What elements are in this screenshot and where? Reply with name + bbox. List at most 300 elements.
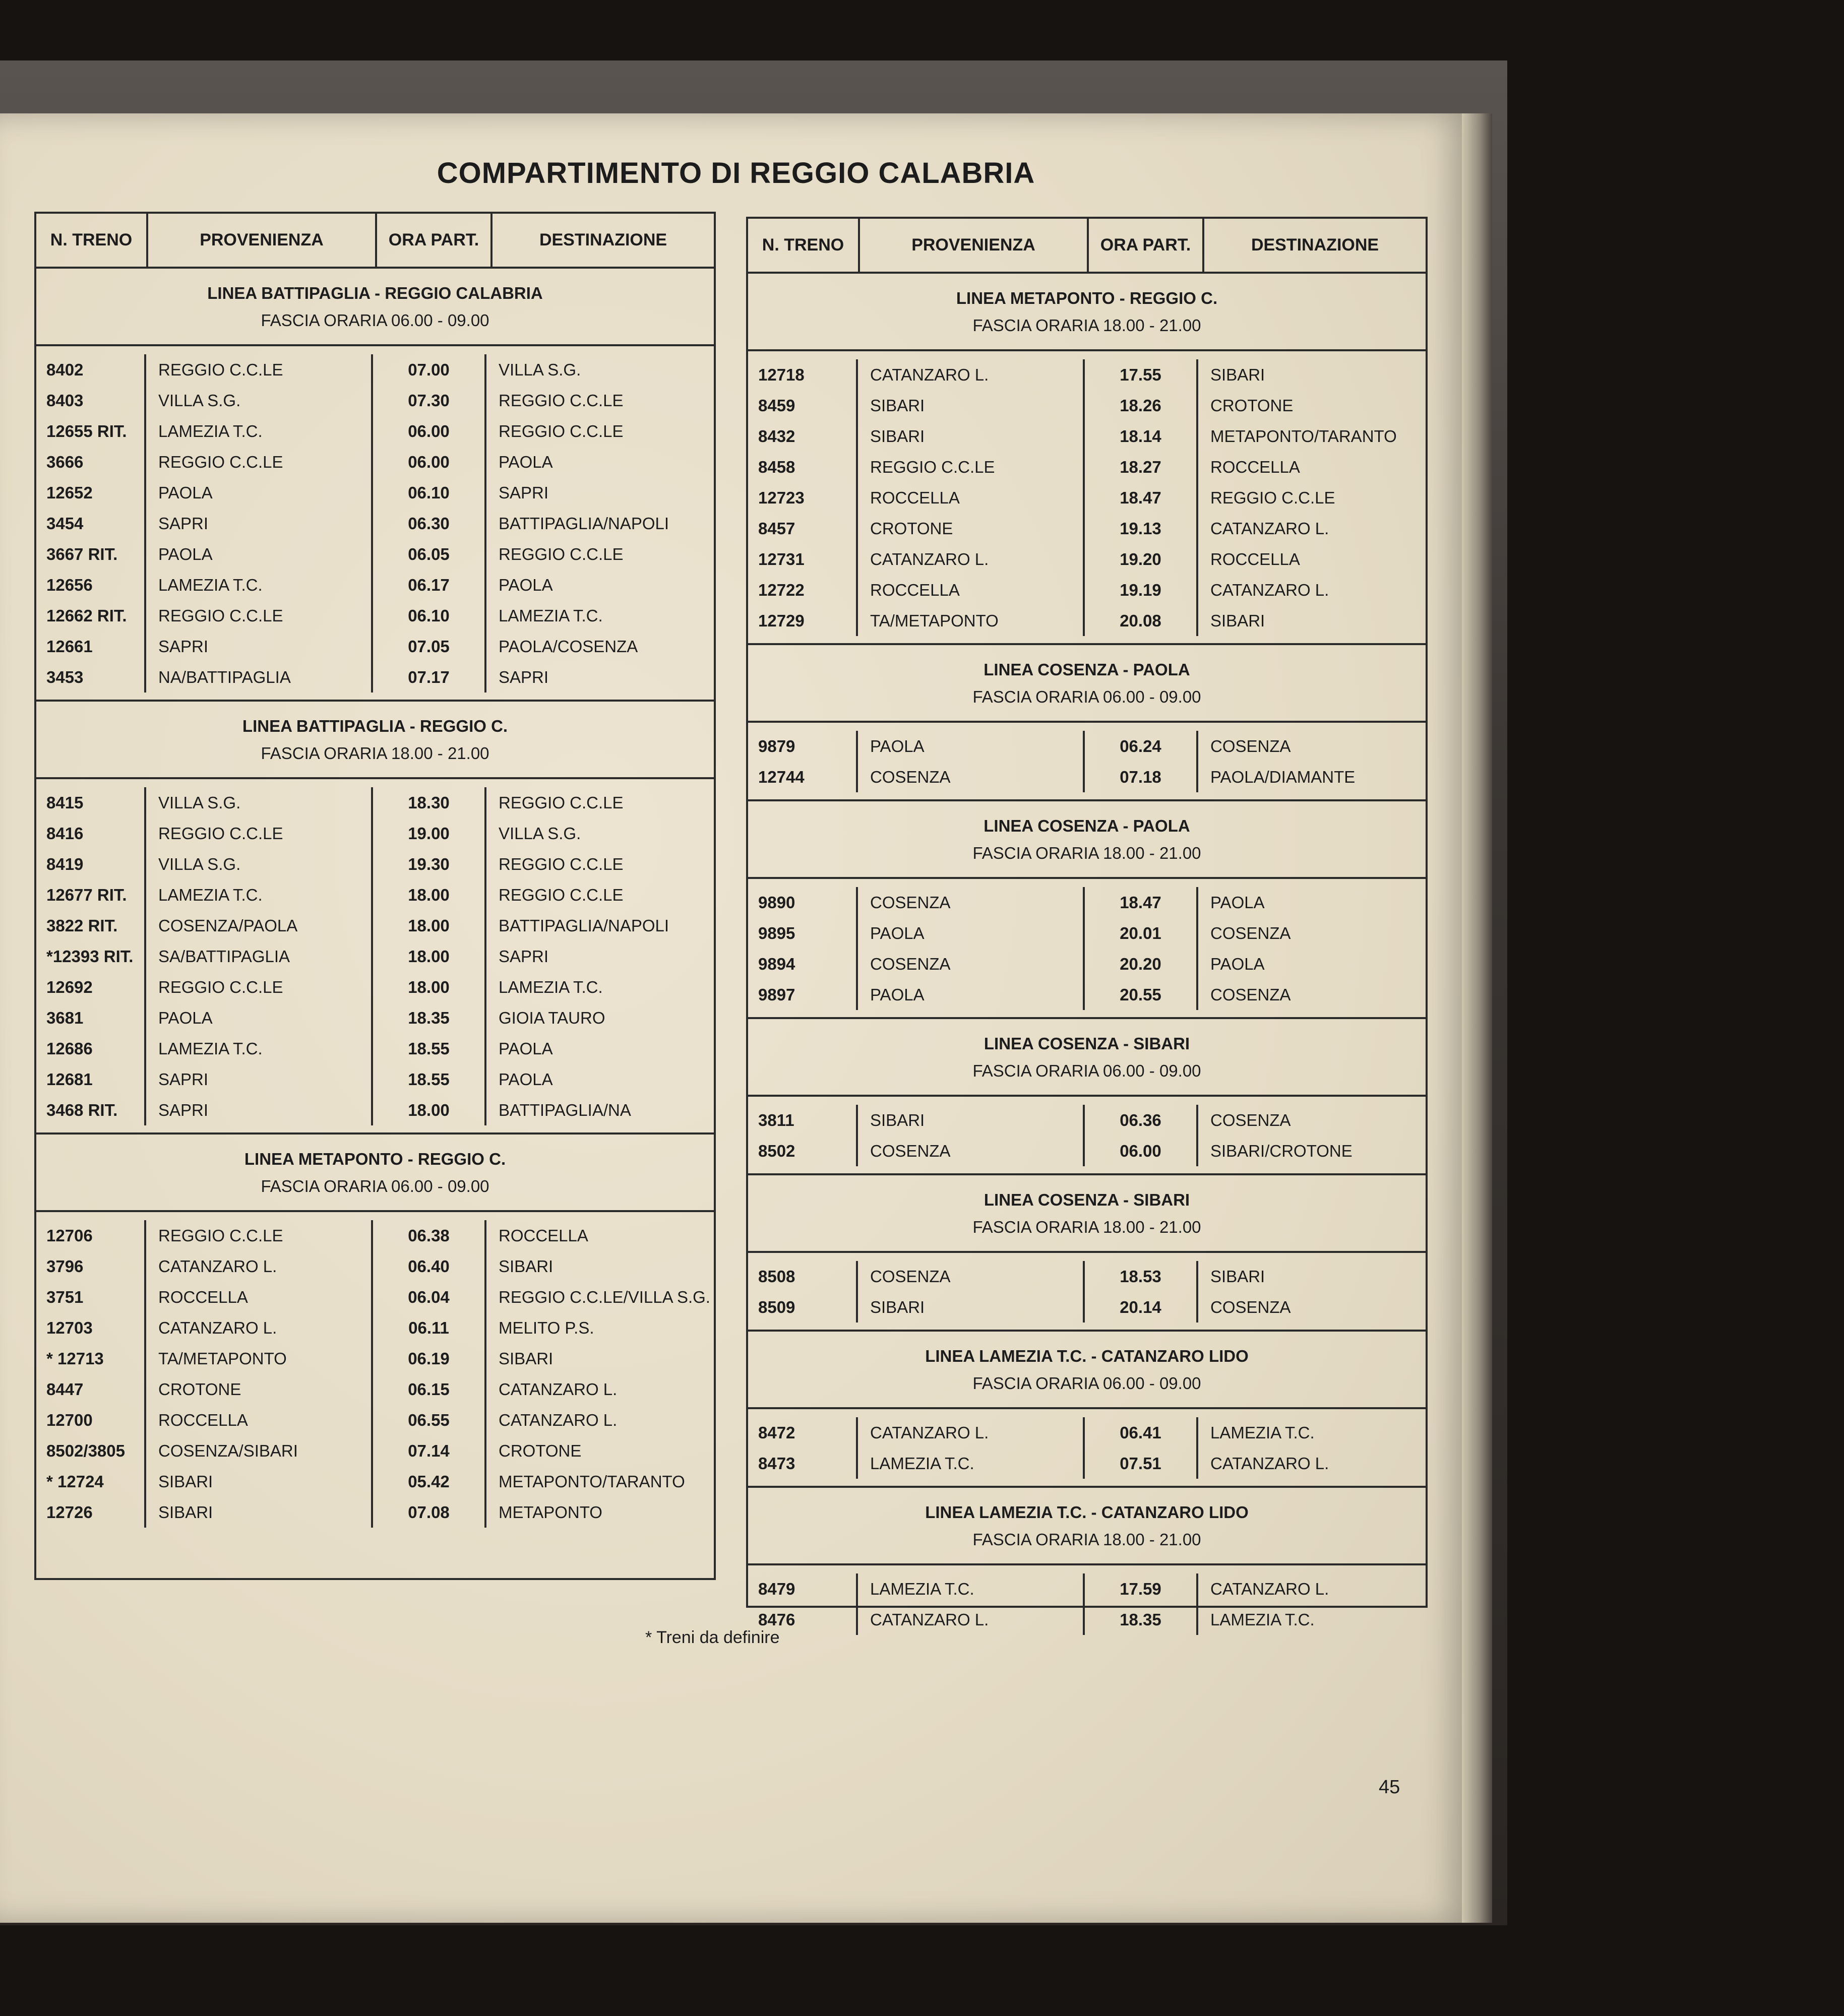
train-number: 9897 [758, 985, 795, 1004]
provenienza-cell: REGGIO C.C.LE [158, 1226, 283, 1245]
ora-part-cell: 18.26 [1120, 396, 1161, 415]
ora-part-cell: 18.35 [1120, 1610, 1161, 1629]
line-header [748, 645, 1426, 723]
ora-part-cell-column [1085, 1417, 1198, 1479]
footnote: * Treni da definire [645, 1628, 780, 1647]
ora-part-cell: 18.35 [408, 1009, 450, 1027]
train-number: 8472 [758, 1423, 795, 1442]
line-section [36, 269, 714, 702]
train-number-column [748, 887, 858, 1010]
timetable-rows [748, 723, 1426, 799]
provenienza-cell: SIBARI [870, 1111, 925, 1129]
provenienza-cell: SIBARI [158, 1472, 213, 1491]
fascia-oraria: FASCIA ORARIA 18.00 - 21.00 [972, 844, 1201, 862]
timetable-rows [748, 1565, 1426, 1642]
destinazione-cell: COSENZA [1210, 985, 1291, 1004]
train-number: 3681 [46, 1009, 84, 1027]
train-number-column [36, 787, 146, 1125]
line-section [748, 801, 1426, 1019]
destinazione-cell: ROCCELLA [1210, 550, 1300, 569]
ora-part-cell: 06.24 [1120, 737, 1161, 755]
line-section [36, 702, 714, 1135]
destinazione-cell: SIBARI [1210, 365, 1265, 384]
destinazione-cell: REGGIO C.C.LE [499, 855, 624, 873]
fascia-oraria: FASCIA ORARIA 06.00 - 09.00 [972, 687, 1201, 706]
ora-part-cell: 18.14 [1120, 427, 1161, 446]
destinazione-cell: LAMEZIA T.C. [1210, 1610, 1315, 1629]
train-number: 8432 [758, 427, 795, 446]
provenienza-cell: CATANZARO L. [158, 1318, 277, 1337]
provenienza-cell: SAPRI [158, 1101, 209, 1119]
train-number: 12723 [758, 488, 805, 507]
provenienza-cell: SIBARI [870, 396, 925, 415]
provenienza-cell: REGGIO C.C.LE [158, 978, 283, 996]
destinazione-cell-column [1198, 1261, 1426, 1322]
train-number: 8479 [758, 1580, 795, 1598]
destinazione-cell: CATANZARO L. [499, 1380, 618, 1399]
train-number: 8473 [758, 1454, 795, 1473]
left-timetable [34, 212, 716, 1580]
ora-part-cell: 18.47 [1120, 488, 1161, 507]
ora-part-cell: 18.00 [408, 978, 450, 996]
destinazione-cell: LAMEZIA T.C. [1210, 1423, 1315, 1442]
ora-part-cell: 07.00 [408, 360, 450, 379]
ora-part-cell: 18.53 [1120, 1267, 1161, 1286]
destinazione-cell: SIBARI [499, 1349, 554, 1368]
ora-part-cell: 18.27 [1120, 458, 1161, 476]
train-number: 8415 [46, 793, 84, 812]
provenienza-cell: REGGIO C.C.LE [158, 606, 283, 625]
line-header [748, 274, 1426, 351]
train-number: 8447 [46, 1380, 84, 1399]
destinazione-cell: SIBARI [499, 1257, 554, 1276]
ora-part-cell-column [1085, 1261, 1198, 1322]
train-number: 12722 [758, 581, 805, 599]
ora-part-cell: 06.00 [408, 422, 450, 440]
ora-part-cell: 07.08 [408, 1503, 450, 1522]
train-number-column [748, 1261, 858, 1322]
train-number: 12655 RIT. [46, 422, 127, 440]
fascia-oraria: FASCIA ORARIA 06.00 - 09.00 [972, 1061, 1201, 1080]
destinazione-cell: PAOLA [1210, 955, 1265, 973]
line-header [748, 1019, 1426, 1097]
train-number: 12744 [758, 768, 805, 786]
ora-part-cell: 06.10 [408, 483, 450, 502]
ora-part-cell: 06.55 [408, 1411, 450, 1429]
destinazione-cell: SAPRI [499, 947, 549, 966]
provenienza-cell: VILLA S.G. [158, 793, 241, 812]
destinazione-cell: GIOIA TAURO [499, 1009, 605, 1027]
destinazione-cell: METAPONTO [499, 1503, 602, 1522]
ora-part-cell: 06.17 [408, 576, 450, 594]
destinazione-cell: SIBARI/CROTONE [1210, 1142, 1353, 1160]
ora-part-cell: 07.30 [408, 391, 450, 410]
timetable-rows [36, 1212, 714, 1535]
destinazione-cell: PAOLA/COSENZA [499, 637, 638, 656]
header-provenienza: PROVENIENZA [860, 219, 1089, 272]
ora-part-cell: 20.08 [1120, 611, 1161, 630]
destinazione-cell: BATTIPAGLIA/NA [499, 1101, 631, 1119]
destinazione-cell: PAOLA [499, 576, 553, 594]
provenienza-cell: CATANZARO L. [870, 365, 989, 384]
page-title: COMPARTIMENTO DI REGGIO CALABRIA [437, 157, 1035, 190]
provenienza-cell: VILLA S.G. [158, 855, 241, 873]
ora-part-cell-column [373, 787, 486, 1125]
train-number-column [748, 1105, 858, 1166]
destinazione-cell: BATTIPAGLIA/NAPOLI [499, 916, 669, 935]
line-section [748, 1019, 1426, 1175]
train-number: 3796 [46, 1257, 84, 1276]
ora-part-cell: 17.59 [1120, 1580, 1161, 1598]
destinazione-cell-column [1198, 1105, 1426, 1166]
right-timetable [746, 217, 1428, 1629]
train-number: 12652 [46, 483, 93, 502]
destinazione-cell: SAPRI [499, 668, 549, 686]
destinazione-cell: COSENZA [1210, 737, 1291, 755]
ora-part-cell-column [1085, 1573, 1198, 1635]
provenienza-cell: LAMEZIA T.C. [870, 1454, 974, 1473]
provenienza-cell-column [858, 1417, 1085, 1479]
train-number: 3468 RIT. [46, 1101, 118, 1119]
destinazione-cell: REGGIO C.C.LE [499, 422, 624, 440]
train-number: 3822 RIT. [46, 916, 118, 935]
destinazione-cell-column [1198, 887, 1426, 1010]
destinazione-cell: ROCCELLA [499, 1226, 588, 1245]
provenienza-cell: REGGIO C.C.LE [870, 458, 995, 476]
train-number: 3453 [46, 668, 84, 686]
provenienza-cell: ROCCELLA [158, 1411, 248, 1429]
fascia-oraria: FASCIA ORARIA 18.00 - 21.00 [261, 744, 489, 763]
train-number: 12681 [46, 1070, 93, 1089]
timetable-rows [36, 779, 714, 1132]
provenienza-cell: LAMEZIA T.C. [870, 1580, 974, 1598]
destinazione-cell: COSENZA [1210, 1111, 1291, 1129]
destinazione-cell: LAMEZIA T.C. [499, 606, 603, 625]
line-name: LINEA METAPONTO - REGGIO C. [956, 289, 1218, 307]
destinazione-cell: PAOLA [499, 453, 553, 471]
provenienza-cell: LAMEZIA T.C. [158, 1039, 263, 1058]
train-number: 8508 [758, 1267, 795, 1286]
destinazione-cell: REGGIO C.C.LE [499, 391, 624, 410]
provenienza-cell-column [858, 1573, 1085, 1635]
ora-part-cell: 06.40 [408, 1257, 450, 1276]
train-number-column [748, 359, 858, 636]
provenienza-cell: SAPRI [158, 637, 209, 656]
timetable-rows [36, 346, 714, 700]
train-number: 12686 [46, 1039, 93, 1058]
line-header [36, 269, 714, 346]
provenienza-cell: LAMEZIA T.C. [158, 576, 263, 594]
provenienza-cell: COSENZA/SIBARI [158, 1441, 298, 1460]
destinazione-cell: VILLA S.G. [499, 360, 581, 379]
line-section [748, 1175, 1426, 1332]
destinazione-cell: CATANZARO L. [1210, 519, 1329, 538]
provenienza-cell-column [858, 731, 1085, 792]
destinazione-cell: SIBARI [1210, 1267, 1265, 1286]
fascia-oraria: FASCIA ORARIA 06.00 - 09.00 [261, 311, 489, 330]
provenienza-cell: CATANZARO L. [870, 1610, 989, 1629]
destinazione-cell: REGGIO C.C.LE [499, 793, 624, 812]
timetable-rows [748, 1097, 1426, 1173]
ora-part-cell-column [373, 354, 486, 692]
destinazione-cell: CATANZARO L. [499, 1411, 618, 1429]
line-name: LINEA LAMEZIA T.C. - CATANZARO LIDO [925, 1347, 1249, 1365]
timetable-rows [748, 1409, 1426, 1486]
ora-part-cell: 18.00 [408, 1101, 450, 1119]
train-number-column [748, 1417, 858, 1479]
ora-part-cell: 06.19 [408, 1349, 450, 1368]
destinazione-cell: MELITO P.S. [499, 1318, 594, 1337]
provenienza-cell: NA/BATTIPAGLIA [158, 668, 291, 686]
train-number: 12703 [46, 1318, 93, 1337]
destinazione-cell: REGGIO C.C.LE [499, 545, 624, 563]
provenienza-cell-column [858, 1261, 1085, 1322]
train-number: 3811 [758, 1111, 794, 1129]
provenienza-cell: ROCCELLA [870, 488, 960, 507]
destinazione-cell-column [486, 1220, 714, 1528]
ora-part-cell: 06.00 [1120, 1142, 1161, 1160]
train-number: 3667 RIT. [46, 545, 118, 563]
destinazione-cell: BATTIPAGLIA/NAPOLI [499, 514, 669, 533]
train-number-column [36, 1220, 146, 1528]
header-n-treno: N. TRENO [748, 219, 860, 272]
line-header [748, 801, 1426, 879]
train-number: 9890 [758, 893, 795, 912]
destinazione-cell: METAPONTO/TARANTO [1210, 427, 1397, 446]
train-number: * 12713 [46, 1349, 104, 1368]
provenienza-cell: COSENZA [870, 893, 951, 912]
ora-part-cell: 18.30 [408, 793, 450, 812]
ora-part-cell: 05.42 [408, 1472, 450, 1491]
header-destinazione: DESTINAZIONE [539, 230, 667, 249]
train-number: 12731 [758, 550, 805, 569]
train-number: 8509 [758, 1298, 795, 1316]
train-number-column [748, 1573, 858, 1635]
provenienza-cell: REGGIO C.C.LE [158, 824, 283, 843]
ora-part-cell: 06.36 [1120, 1111, 1161, 1129]
ora-part-cell-column [1085, 731, 1198, 792]
train-number: 8459 [758, 396, 795, 415]
timetable-rows [748, 1253, 1426, 1330]
destinazione-cell: CATANZARO L. [1210, 1580, 1329, 1598]
ora-part-cell: 06.15 [408, 1380, 450, 1399]
train-number: 12661 [46, 637, 93, 656]
ora-part-cell: 19.30 [408, 855, 450, 873]
line-header [748, 1175, 1426, 1253]
ora-part-cell: 18.00 [408, 947, 450, 966]
provenienza-cell: VILLA S.G. [158, 391, 241, 410]
page-spine [1462, 113, 1492, 1923]
destinazione-cell-column [1198, 1417, 1426, 1479]
ora-part-cell: 19.13 [1120, 519, 1161, 538]
provenienza-cell: PAOLA [870, 985, 925, 1004]
ora-part-cell-column [1085, 887, 1198, 1010]
ora-part-cell-column [1085, 359, 1198, 636]
line-name: LINEA COSENZA - PAOLA [984, 816, 1190, 835]
provenienza-cell: REGGIO C.C.LE [158, 360, 283, 379]
ora-part-cell: 20.14 [1120, 1298, 1161, 1316]
train-number: 8502 [758, 1142, 795, 1160]
line-section [748, 645, 1426, 801]
provenienza-cell: SAPRI [158, 1070, 209, 1089]
destinazione-cell: SIBARI [1210, 611, 1265, 630]
train-number: 9894 [758, 955, 795, 973]
destinazione-cell: REGGIO C.C.LE [499, 886, 624, 904]
provenienza-cell-column [146, 1220, 373, 1528]
header-ora-part: ORA PART. [377, 214, 493, 267]
ora-part-cell-column [373, 1220, 486, 1528]
line-section [748, 1332, 1426, 1488]
ora-part-cell: 18.55 [408, 1039, 450, 1058]
ora-part-cell: 06.11 [408, 1318, 449, 1337]
destinazione-cell: CROTONE [1210, 396, 1294, 415]
fascia-oraria: FASCIA ORARIA 18.00 - 21.00 [972, 1530, 1201, 1549]
provenienza-cell-column [858, 887, 1085, 1010]
provenienza-cell: PAOLA [870, 737, 925, 755]
ora-part-cell: 06.30 [408, 514, 450, 533]
header-provenienza: PROVENIENZA [148, 214, 377, 267]
fascia-oraria: FASCIA ORARIA 18.00 - 21.00 [972, 1218, 1201, 1236]
train-number: 8457 [758, 519, 795, 538]
train-number: 3751 [46, 1288, 84, 1306]
provenienza-cell: CROTONE [870, 519, 953, 538]
train-number: 12706 [46, 1226, 93, 1245]
ora-part-cell: 18.00 [408, 916, 450, 935]
fascia-oraria: FASCIA ORARIA 18.00 - 21.00 [972, 316, 1201, 335]
ora-part-cell: 20.55 [1120, 985, 1161, 1004]
ora-part-cell: 06.05 [408, 545, 450, 563]
fascia-oraria: FASCIA ORARIA 06.00 - 09.00 [261, 1177, 489, 1195]
train-number: 12726 [46, 1503, 93, 1522]
train-number: 9895 [758, 924, 795, 942]
train-number: 12656 [46, 576, 93, 594]
ora-part-cell: 19.20 [1120, 550, 1161, 569]
destinazione-cell: ROCCELLA [1210, 458, 1300, 476]
destinazione-cell-column [1198, 1573, 1426, 1635]
table-header [748, 219, 1426, 274]
provenienza-cell: ROCCELLA [158, 1288, 248, 1306]
train-number: *12393 RIT. [46, 947, 134, 966]
destinazione-cell: PAOLA [499, 1039, 553, 1058]
provenienza-cell: CATANZARO L. [870, 550, 989, 569]
provenienza-cell: SAPRI [158, 514, 209, 533]
line-name: LINEA METAPONTO - REGGIO C. [244, 1150, 506, 1168]
ora-part-cell: 20.01 [1120, 924, 1161, 942]
fascia-oraria: FASCIA ORARIA 06.00 - 09.00 [972, 1374, 1201, 1393]
destinazione-cell: SAPRI [499, 483, 549, 502]
provenienza-cell: PAOLA [158, 1009, 213, 1027]
provenienza-cell: CATANZARO L. [870, 1423, 989, 1442]
provenienza-cell: COSENZA [870, 955, 951, 973]
line-name: LINEA BATTIPAGLIA - REGGIO C. [242, 717, 508, 735]
timetable-rows [748, 351, 1426, 643]
provenienza-cell-column [858, 359, 1085, 636]
provenienza-cell: REGGIO C.C.LE [158, 453, 283, 471]
ora-part-cell: 06.04 [408, 1288, 450, 1306]
timetable-rows [748, 879, 1426, 1017]
destinazione-cell: PAOLA [499, 1070, 553, 1089]
destinazione-cell-column [486, 787, 714, 1125]
ora-part-cell: 19.19 [1120, 581, 1161, 599]
ora-part-cell: 18.47 [1120, 893, 1161, 912]
provenienza-cell: TA/METAPONTO [158, 1349, 287, 1368]
destinazione-cell: PAOLA/DIAMANTE [1210, 768, 1356, 786]
train-number: 8419 [46, 855, 84, 873]
destinazione-cell: VILLA S.G. [499, 824, 581, 843]
train-number: 9879 [758, 737, 795, 755]
provenienza-cell-column [858, 1105, 1085, 1166]
train-number: 12718 [758, 365, 805, 384]
ora-part-cell: 07.05 [408, 637, 450, 656]
provenienza-cell: ROCCELLA [870, 581, 960, 599]
destinazione-cell: REGGIO C.C.LE/VILLA S.G. [499, 1288, 710, 1306]
ora-part-cell: 07.14 [408, 1441, 450, 1460]
provenienza-cell: COSENZA [870, 1267, 951, 1286]
line-header [748, 1488, 1426, 1565]
provenienza-cell: LAMEZIA T.C. [158, 422, 263, 440]
provenienza-cell: CATANZARO L. [158, 1257, 277, 1276]
provenienza-cell: COSENZA/PAOLA [158, 916, 298, 935]
provenienza-cell-column [146, 787, 373, 1125]
page-number: 45 [1379, 1777, 1400, 1798]
train-number: 8458 [758, 458, 795, 476]
ora-part-cell: 06.00 [408, 453, 450, 471]
destinazione-cell: METAPONTO/TARANTO [499, 1472, 685, 1491]
ora-part-cell: 18.55 [408, 1070, 450, 1089]
ora-part-cell: 07.17 [408, 668, 450, 686]
train-number: 12662 RIT. [46, 606, 127, 625]
provenienza-cell: PAOLA [870, 924, 925, 942]
provenienza-cell: LAMEZIA T.C. [158, 886, 263, 904]
destinazione-cell-column [1198, 731, 1426, 792]
header-ora-part: ORA PART. [1089, 219, 1204, 272]
table-header [36, 214, 714, 269]
provenienza-cell: TA/METAPONTO [870, 611, 999, 630]
ora-part-cell: 07.51 [1120, 1454, 1161, 1473]
train-number: 8403 [46, 391, 84, 410]
ora-part-cell: 19.00 [408, 824, 450, 843]
provenienza-cell: COSENZA [870, 768, 951, 786]
ora-part-cell: 20.20 [1120, 955, 1161, 973]
train-number-column [36, 354, 146, 692]
train-number: 8402 [46, 360, 84, 379]
ora-part-cell: 17.55 [1120, 365, 1161, 384]
line-header [36, 702, 714, 779]
header-n-treno: N. TRENO [36, 214, 148, 267]
train-number-column [748, 731, 858, 792]
train-number: 3454 [46, 514, 84, 533]
destinazione-cell: PAOLA [1210, 893, 1265, 912]
provenienza-cell: SA/BATTIPAGLIA [158, 947, 290, 966]
destinazione-cell: REGGIO C.C.LE [1210, 488, 1335, 507]
header-destinazione: DESTINAZIONE [1251, 235, 1379, 255]
line-section [748, 274, 1426, 645]
destinazione-cell: CATANZARO L. [1210, 581, 1329, 599]
ora-part-cell: 06.41 [1120, 1423, 1161, 1442]
provenienza-cell: SIBARI [870, 1298, 925, 1316]
destinazione-cell: COSENZA [1210, 1298, 1291, 1316]
provenienza-cell: PAOLA [158, 483, 213, 502]
destinazione-cell-column [1198, 359, 1426, 636]
ora-part-cell: 06.10 [408, 606, 450, 625]
ora-part-cell: 18.00 [408, 886, 450, 904]
destinazione-cell: LAMEZIA T.C. [499, 978, 603, 996]
line-name: LINEA COSENZA - SIBARI [984, 1034, 1190, 1053]
train-number: 8476 [758, 1610, 795, 1629]
provenienza-cell: CROTONE [158, 1380, 241, 1399]
provenienza-cell: COSENZA [870, 1142, 951, 1160]
destinazione-cell: CROTONE [499, 1441, 582, 1460]
